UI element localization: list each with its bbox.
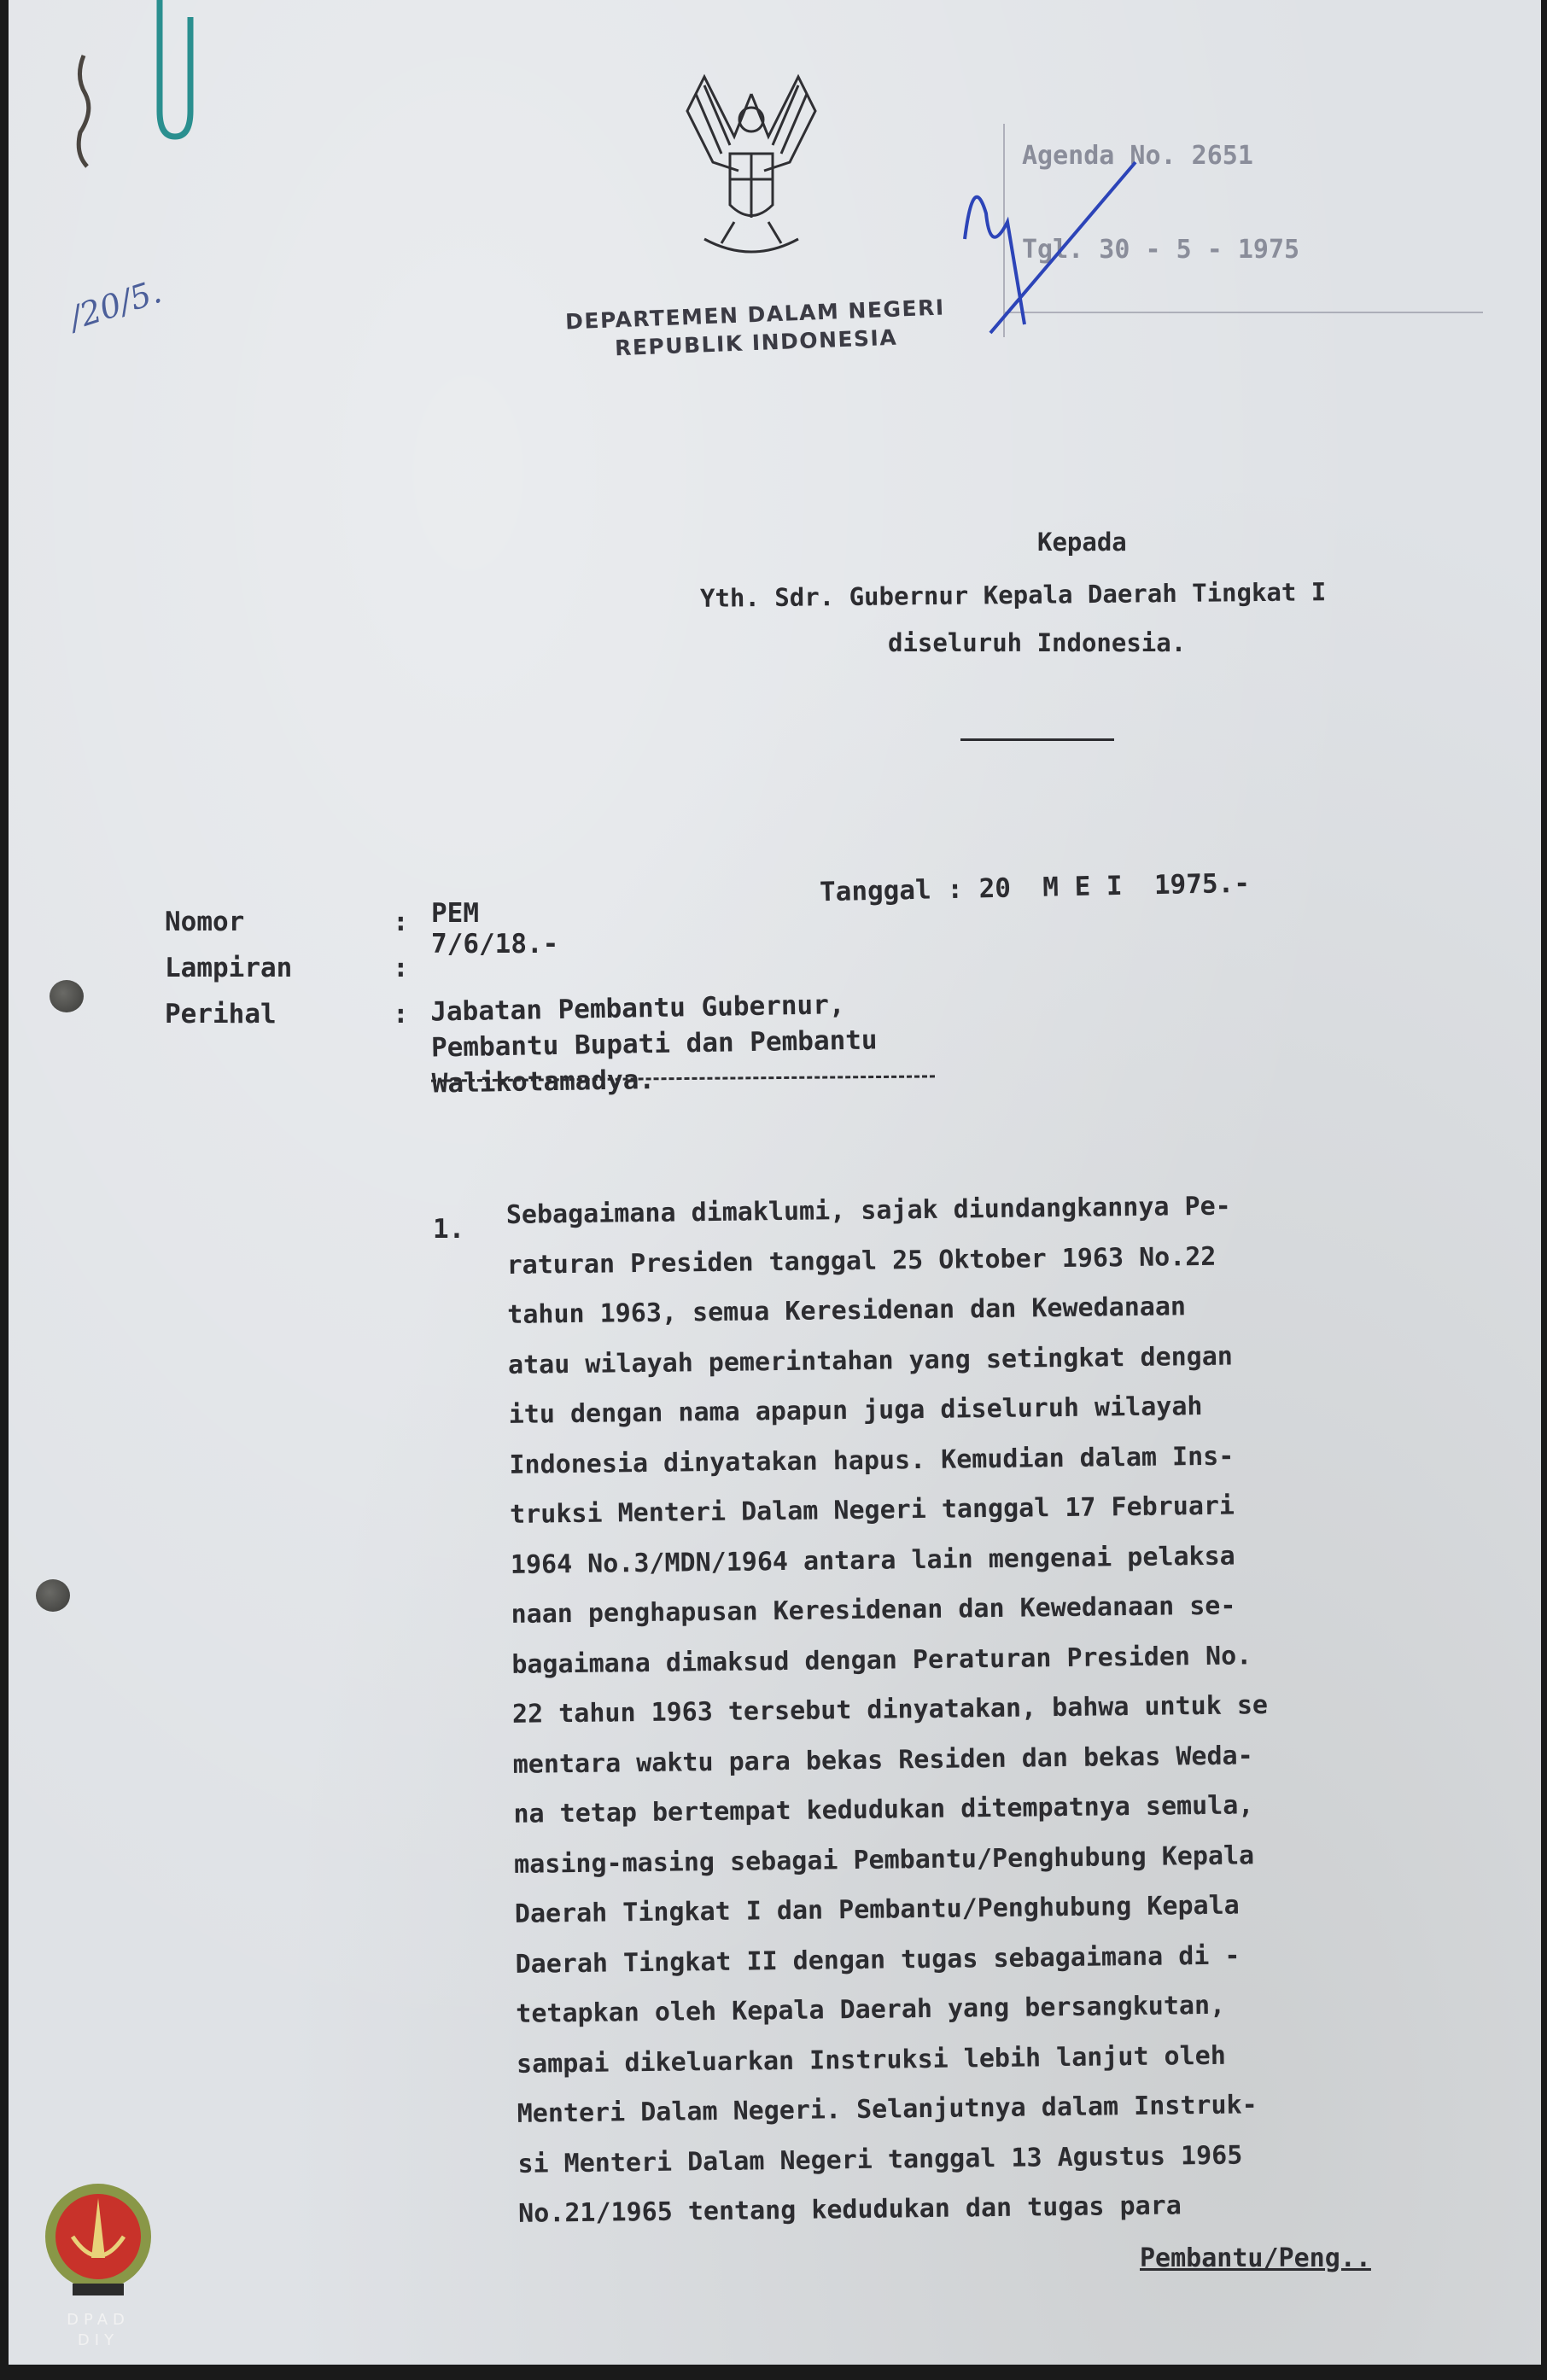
document-page [9,0,1541,2365]
perihal-line: Walikotamadya. [431,1064,656,1100]
body-line: truksi Menteri Dalam Negeri tanggal 17 Februari [509,1490,1235,1530]
perihal-label: Perihal [165,999,277,1030]
body-line: mentara waktu para bekas Residen dan bekas Weda- [512,1740,1253,1780]
body-line: 22 tahun 1963 tersebut dinyatakan, bahwa untuk se [511,1690,1269,1730]
lampiran-colon: : [393,953,409,983]
letterhead [533,290,978,367]
logo-text-dpad: DPAD [67,2311,130,2329]
signature-scribble [939,120,1144,341]
dpad-seal-icon [38,2164,158,2309]
body-line: No.21/1965 tentang kedudukan dan tugas para [517,2190,1182,2229]
body-line: na tetap bertempat kedudukan ditempatnya semula, [513,1790,1254,1829]
body-line: Sebagaimana dimaklumi, sajak diundangkannya Pe- [505,1191,1231,1230]
body-line: masing-masing sebagai Pembantu/Penghubung Kepala [513,1840,1255,1880]
body-line: Daerah Tingkat II dengan tugas sebagaimana di - [515,1940,1241,1980]
body-line: itu dengan nama apapun juga diseluruh wilayah [508,1391,1203,1430]
body-line: naan penghapusan Keresidenan dan Kewedanaan se- [511,1590,1236,1630]
stamp-date: Tgl. 30 - 5 - 1975 [1022,235,1300,265]
body-line: atau wilayah pemerintahan yang setingkat dengan [507,1341,1234,1380]
lampiran-label: Lampiran [165,953,293,983]
addressee-heading: Kepada [1037,528,1127,557]
dpad-diy-logo [34,2164,162,2360]
body-line: Menteri Dalam Negeri. Selanjutnya dalam Instruk- [517,2090,1258,2129]
tanggal-label: Tanggal [819,874,932,908]
body-line: Indonesia dinyatakan hapus. Kemudian dalam Ins- [509,1441,1235,1480]
logo-text-diy: DIY [77,2331,120,2349]
nomor-colon: : [393,907,409,937]
letterhead-department: DEPARTEMEN DALAM NEGERI [564,295,946,335]
margin-note: /20/5. [64,272,166,337]
tanggal [820,868,1251,908]
addressee-separator [960,738,1114,741]
stamp-agenda: Agenda No. 2651 [1022,141,1253,171]
body-line: raturan Presiden tanggal 25 Oktober 1963 No.22 [506,1241,1217,1280]
punch-hole [50,980,84,1012]
nomor-label: Nomor [165,907,245,937]
tanggal-value: 20 M E I 1975.- [978,867,1251,905]
body-line: tahun 1963, semua Keresidenan dan Kewedanaan [507,1292,1187,1330]
paper-clip [149,0,201,145]
body-line: bagaimana dimaksud dengan Peraturan Presiden No. [511,1640,1252,1680]
letterhead-republic: REPUBLIK INDONESIA [614,324,898,361]
body-paragraph [506,1179,1484,2239]
perihal-value [430,986,879,1101]
punch-hole [36,1579,70,1612]
body-line: 1964 No.3/MDN/1964 antara lain mengenai pelaksa [510,1541,1235,1580]
addressee-line-2: diseluruh Indonesia. [888,628,1187,657]
catchword: Pembantu/Peng.. [1140,2243,1371,2273]
body-line: tetapkan oleh Kepala Daerah yang bersangkutan, [516,1990,1226,2029]
body-line: si Menteri Dalam Negeri tanggal 13 Agustus 1965 [517,2139,1243,2179]
body-line: sampai dikeluarkan Instruksi lebih lanjut oleh [516,2040,1227,2080]
addressee-line-1: Yth. Sdr. Gubernur Kepala Daerah Tingkat I [699,577,1327,613]
perihal-colon: : [393,999,409,1030]
perihal-line: Pembantu Bupati dan Pembantu [430,1024,878,1064]
tanggal-colon: : [946,873,964,906]
body-line: Daerah Tingkat I dan Pembantu/Penghubung Kepala [514,1890,1240,1929]
garuda-emblem-icon [653,60,849,273]
item-number: 1. [433,1214,465,1245]
perihal-line: Jabatan Pembantu Gubernur, [429,989,845,1028]
nomor-value: PEM 7/6/18.- [431,898,559,960]
staple-mark [68,51,102,171]
